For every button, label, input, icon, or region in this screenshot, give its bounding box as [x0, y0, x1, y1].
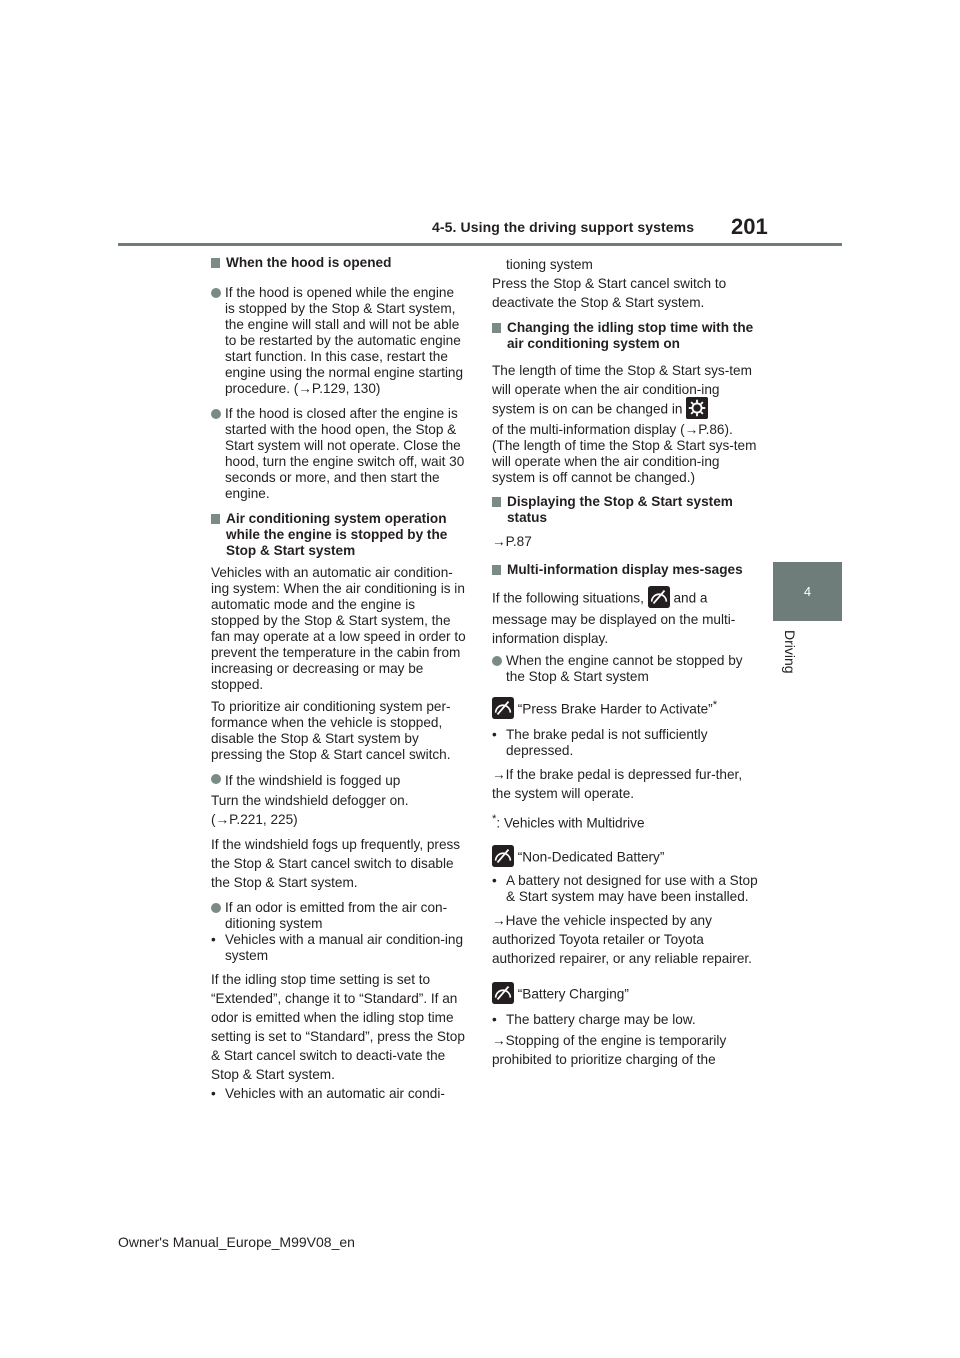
- stop-start-indicator-icon: [492, 845, 514, 867]
- heading-square-icon: [492, 565, 501, 575]
- left-column: [211, 255, 466, 1103]
- dash-manual-ac: • Vehicles with a manual air condition-ing system: [211, 932, 464, 963]
- paragraph-situations-a: If the following situations, and a message may be displayed on the multi-information display.: [492, 588, 760, 648]
- bullet-dot-icon: [211, 774, 221, 784]
- message-non-dedicated-battery: “Non-Dedicated Battery”: [492, 847, 760, 869]
- page-reference-status: →P.87: [492, 534, 532, 549]
- paragraph-fogs-frequently: If the windshield fogs up frequently, press the Stop & Start cancel switch to disable the Stop & Start system.: [211, 837, 461, 890]
- heading-square-icon: [492, 323, 501, 333]
- paragraph-idling-time-a: The length of time the Stop & Start sys-tem will operate when the air condition-ing system is on can be changed in: [492, 361, 760, 421]
- section-title: 4-5. Using the driving support systems: [432, 219, 695, 235]
- bullet-windshield-fogged: If the windshield is fogged up: [211, 771, 466, 790]
- heading-hood-opened: When the hood is opened: [211, 255, 466, 271]
- stop-start-indicator-icon: [648, 586, 670, 608]
- paragraph-defogger: Turn the windshield defogger on.: [211, 793, 409, 808]
- page-reference-defogger: (→P.221, 225): [211, 812, 298, 827]
- paragraph-prioritize-ac: To prioritize air conditioning system per-formance when the vehicle is stopped, disable the Stop & Start system by pressing the Stop & Start cancel switch.: [211, 699, 451, 762]
- dash-battery-not-designed: • A battery not designed for use with a Stop & Start system may have been installed.: [492, 873, 758, 905]
- bullet-dot-icon: [211, 409, 221, 419]
- heading-idling-stop-time: Changing the idling stop time with the air conditioning system on: [492, 320, 760, 352]
- dash-battery-low: • The battery charge may be low.: [492, 1012, 696, 1028]
- bullet-hood-opened-stall: If the hood is opened while the engine is stopped by the Stop & Start system, the engine will stall and will not be able to be restarted by the automatic engine start function. In this case, restart the engine using the normal engine starting procedure. (→P.129, 130): [211, 285, 466, 397]
- bullet-dot-icon: [211, 288, 221, 298]
- bullet-dot-icon: [211, 903, 221, 913]
- heading-square-icon: [211, 514, 220, 524]
- header-divider: [118, 243, 842, 246]
- message-press-brake: “Press Brake Harder to Activate”*: [492, 697, 760, 721]
- chapter-tab: 4: [773, 562, 842, 621]
- paragraph-idling-time-b: of the multi-information display (→P.86). (The length of time the Stop & Start sys-tem will operate when the air condition-ing system is off cannot be changed.): [492, 422, 757, 485]
- message-battery-charging: “Battery Charging”: [492, 984, 760, 1006]
- heading-mid-messages: Multi-information display mes-sages: [492, 562, 760, 578]
- heading-square-icon: [492, 497, 501, 507]
- bullet-engine-cannot-stop: When the engine cannot be stopped by the Stop & Start system: [492, 653, 760, 685]
- stop-start-indicator-icon: [492, 697, 514, 719]
- dash-brake-not-depressed: • The brake pedal is not sufficiently depressed.: [492, 726, 708, 758]
- gear-icon: [686, 397, 708, 419]
- heading-square-icon: [211, 258, 220, 268]
- paragraph-auto-ac: Vehicles with an automatic air condition-ing system: When the air conditioning is in automatic mode and the engine is stopped by the Stop & Start system, the fan may operate at a low speed in order to prevent the temperature in the cabin from increasing or decreasing or may be stopped.: [211, 565, 466, 692]
- bullet-odor: If an odor is emitted from the air con-ditioning system: [211, 900, 466, 932]
- action-brake-further: →If the brake pedal is depressed fur-ther, the system will operate.: [492, 766, 743, 801]
- paragraph-cancel-switch: Press the Stop & Start cancel switch to deactivate the Stop & Start system.: [492, 276, 727, 310]
- right-column: [492, 255, 760, 1069]
- action-inspect-vehicle: →Have the vehicle inspected by any authorized Toyota retailer or Toyota authorized repairer, or any reliable repairer.: [492, 913, 752, 967]
- footnote-multidrive: *: Vehicles with Multidrive: [492, 812, 645, 831]
- footer-document-id: Owner's Manual_Europe_M99V08_en: [118, 1234, 355, 1250]
- chapter-label-text: Driving: [782, 630, 798, 674]
- continued-text: tioning system: [506, 257, 593, 272]
- page-number: 201: [731, 214, 768, 239]
- heading-display-status: Displaying the Stop & Start system status: [492, 494, 760, 526]
- chapter-label: [768, 630, 824, 690]
- bullet-dot-icon: [492, 656, 502, 666]
- stop-start-indicator-icon: [492, 982, 514, 1004]
- paragraph-idling-stop-setting: If the idling stop time setting is set to “Extended”, change it to “Standard”. If an odor is emitted when the idling stop time setting is set to “Standard”, press the Stop & Start cancel switch to deacti-vate the Stop & Start system.: [211, 972, 465, 1082]
- bullet-hood-closed: If the hood is closed after the engine is started with the hood open, the Stop & Start system will not operate. Close the hood, turn the engine switch off, wait 30 seconds or more, and then start the engine.: [211, 406, 466, 502]
- dash-auto-ac: • Vehicles with an automatic air condi-: [211, 1086, 445, 1101]
- action-engine-stop-prohibited: →Stopping of the engine is temporarily prohibited to prioritize charging of the: [492, 1033, 727, 1068]
- heading-ac-operation: Air conditioning system operation while the engine is stopped by the Stop & Start system: [211, 511, 466, 559]
